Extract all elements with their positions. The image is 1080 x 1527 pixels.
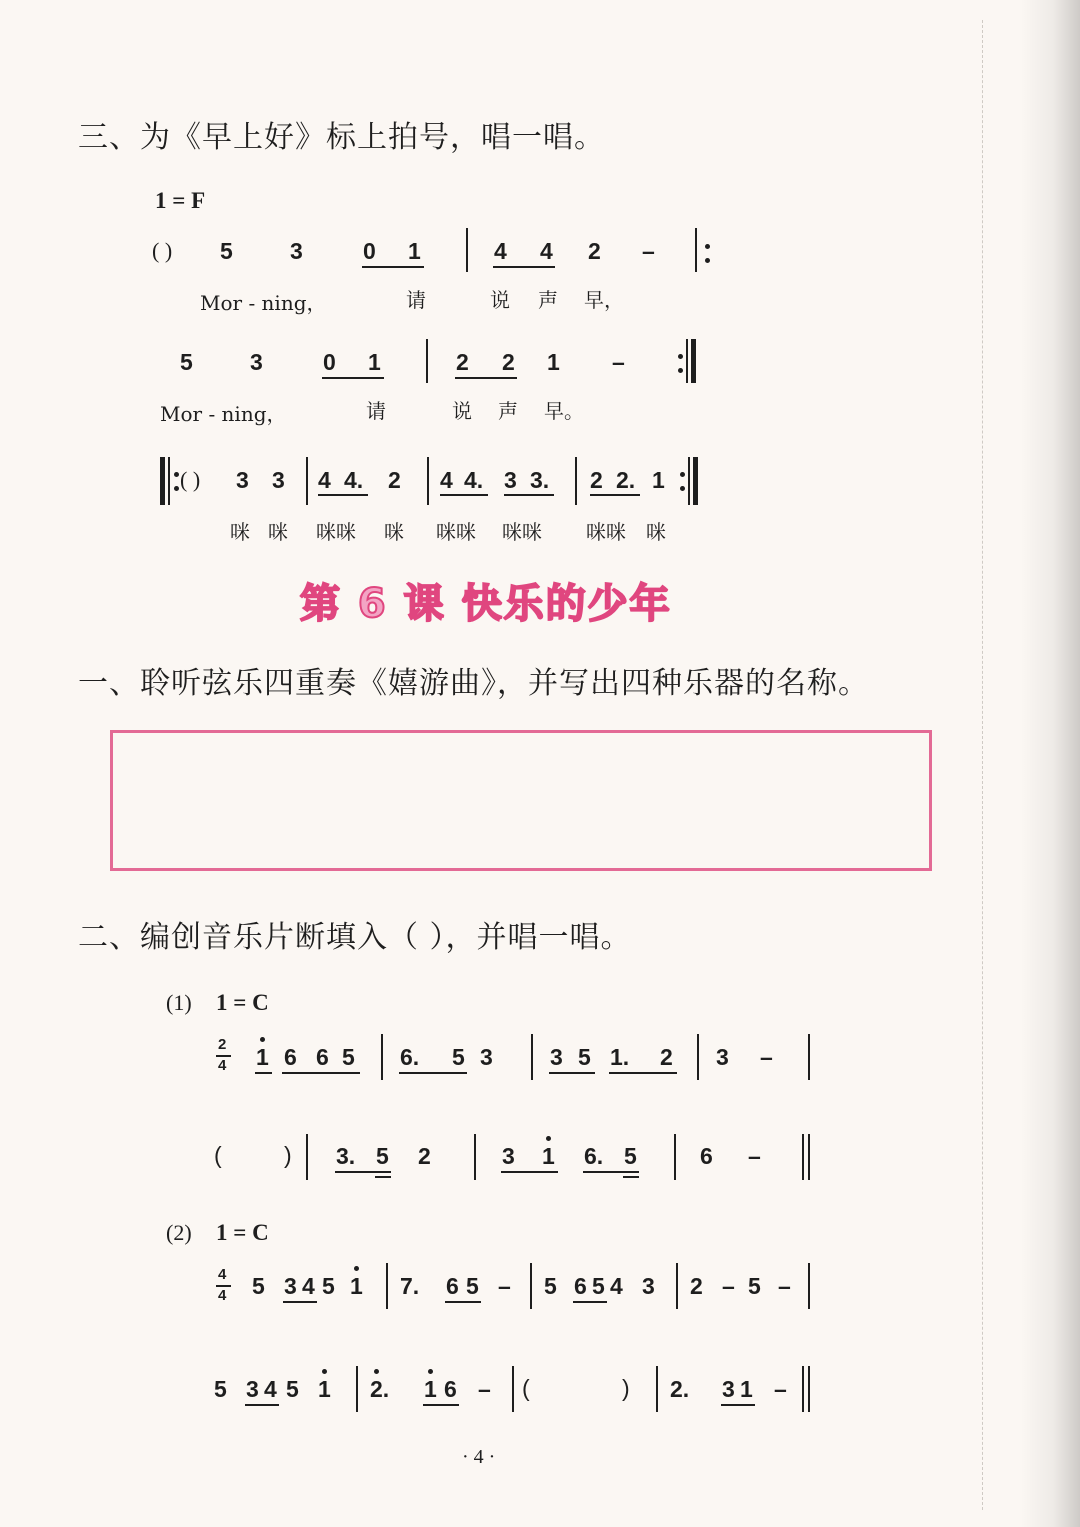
eighth-beam <box>362 266 424 268</box>
section3-heading: 三、为《早上好》标上拍号，唱一唱。 <box>78 120 605 155</box>
eighth-beam <box>423 1404 459 1406</box>
barline <box>808 1263 810 1309</box>
exercise-key: 1 = C <box>216 1220 269 1245</box>
note: 7. <box>400 1273 420 1299</box>
blank-open[interactable]: ( <box>522 1375 530 1401</box>
note: 2. <box>616 467 636 493</box>
lyric: 早。 <box>544 399 584 423</box>
time-signature-blank[interactable]: ( ) <box>152 238 173 263</box>
note: 1 <box>350 1273 363 1299</box>
note: 6 <box>446 1273 459 1299</box>
barline <box>695 228 697 272</box>
note: 1 <box>318 1376 331 1402</box>
sixteenth-beam <box>375 1176 391 1178</box>
dash: – <box>760 1044 773 1070</box>
barline <box>808 1034 810 1080</box>
note: 4 <box>302 1273 315 1299</box>
lyric: 咪 <box>268 520 288 544</box>
octave-dot <box>354 1266 359 1271</box>
note: 3 <box>502 1143 515 1169</box>
lyric: 说 <box>452 399 472 423</box>
note: 5 <box>252 1273 265 1299</box>
note: 3 <box>642 1273 655 1299</box>
note: 1 <box>652 467 665 493</box>
eighth-beam <box>399 1072 467 1074</box>
note: 6. <box>400 1044 420 1070</box>
barline <box>512 1366 514 1412</box>
note: 1 <box>408 238 421 264</box>
note: 2. <box>370 1376 390 1402</box>
barline <box>306 1134 308 1180</box>
eighth-beam <box>501 1171 558 1173</box>
page-number: · 4 · <box>462 1446 496 1468</box>
barline <box>426 339 428 383</box>
time-signature-blank[interactable]: ( ) <box>180 467 201 492</box>
start-repeat-thin <box>168 457 170 505</box>
note: 4. <box>344 467 364 493</box>
note: 3 <box>250 349 263 375</box>
note: 5 <box>322 1273 335 1299</box>
note: 3 <box>722 1376 735 1402</box>
octave-dot <box>374 1369 379 1374</box>
note: 5 <box>214 1376 227 1402</box>
note: 2 <box>388 467 401 493</box>
blank-close[interactable]: ) <box>622 1375 630 1401</box>
note: 5 <box>592 1273 605 1299</box>
note: 3 <box>284 1273 297 1299</box>
barline <box>381 1034 383 1080</box>
final-barline-thin <box>802 1366 804 1412</box>
end-repeat-thick <box>693 457 698 505</box>
dash: – <box>774 1376 787 1402</box>
dash: – <box>498 1273 511 1299</box>
note: 6. <box>584 1143 604 1169</box>
note: 2 <box>456 349 469 375</box>
eighth-beam <box>282 1072 360 1074</box>
dash: – <box>748 1143 761 1169</box>
barline <box>676 1263 678 1309</box>
lyric-english: Mor - ning， <box>160 402 287 426</box>
eighth-beam <box>445 1301 481 1303</box>
note: 2 <box>690 1273 703 1299</box>
barline <box>674 1134 676 1180</box>
octave-dot <box>322 1369 327 1374</box>
repeat-dot <box>174 486 179 491</box>
barline <box>530 1263 532 1309</box>
note: 4 <box>494 238 507 264</box>
barline <box>575 457 577 505</box>
section2-heading: 二、编创音乐片断填入（ ），并唱一唱。 <box>78 920 632 955</box>
dash: – <box>722 1273 735 1299</box>
note: 6 <box>574 1273 587 1299</box>
note: 5 <box>624 1143 637 1169</box>
note: 2 <box>588 238 601 264</box>
page-fold-line <box>982 20 983 1510</box>
note: 3 <box>246 1376 259 1402</box>
answer-box[interactable] <box>110 730 932 871</box>
note: 2. <box>670 1376 690 1402</box>
note: 1 <box>542 1143 555 1169</box>
repeat-dot <box>680 472 685 477</box>
dash: – <box>612 349 625 375</box>
eighth-beam <box>583 1171 639 1173</box>
final-barline-thin <box>808 1134 810 1180</box>
section3-key: 1 = F <box>155 188 206 213</box>
note: 0 <box>363 238 376 264</box>
eighth-beam <box>493 266 555 268</box>
blank-open: ( <box>214 1142 222 1168</box>
eighth-beam <box>255 1072 272 1074</box>
barline <box>356 1366 358 1412</box>
note: 3. <box>530 467 550 493</box>
note: 3 <box>504 467 517 493</box>
note: 1 <box>740 1376 753 1402</box>
repeat-dot <box>705 258 710 263</box>
note: 4 <box>540 238 553 264</box>
barline <box>427 457 429 505</box>
note: 3 <box>716 1044 729 1070</box>
eighth-beam <box>322 377 384 379</box>
lyric: 咪咪 <box>502 520 542 544</box>
page-edge-shadow <box>1020 0 1080 1527</box>
octave-dot <box>428 1369 433 1374</box>
note: 2 <box>502 349 515 375</box>
eighth-beam <box>283 1301 317 1303</box>
barline <box>697 1034 699 1080</box>
note: 2 <box>590 467 603 493</box>
lyric: 请 <box>406 288 426 312</box>
eighth-beam <box>504 494 554 496</box>
note: 6 <box>284 1044 297 1070</box>
final-barline-thin <box>686 339 688 383</box>
note: 5 <box>376 1143 389 1169</box>
time-sig-top: 4 <box>218 1266 227 1283</box>
lyric: 咪 <box>230 520 250 544</box>
barline <box>474 1134 476 1180</box>
barline <box>466 228 468 272</box>
note: 2 <box>660 1044 673 1070</box>
repeat-dot <box>678 368 683 373</box>
octave-dot <box>546 1136 551 1141</box>
note: 6 <box>444 1376 457 1402</box>
note: 4 <box>318 467 331 493</box>
exercise-label: (1) <box>166 990 192 1015</box>
time-sig-bottom: 4 <box>218 1287 227 1304</box>
sixteenth-beam <box>623 1176 639 1178</box>
lyric: 声 <box>498 399 518 423</box>
eighth-beam <box>335 1171 391 1173</box>
eighth-beam <box>318 494 368 496</box>
eighth-beam <box>440 494 488 496</box>
eighth-beam <box>573 1301 607 1303</box>
note: 3 <box>480 1044 493 1070</box>
lyric: 声 <box>538 288 558 312</box>
lyric: 请 <box>366 399 386 423</box>
barline <box>531 1034 533 1080</box>
note: 1 <box>424 1376 437 1402</box>
note: 5 <box>286 1376 299 1402</box>
note: 6 <box>700 1143 713 1169</box>
exercise-key: 1 = C <box>216 990 269 1015</box>
lyric-english: Mor - ning， <box>200 291 327 315</box>
dash: – <box>478 1376 491 1402</box>
eighth-beam <box>455 377 517 379</box>
note: 2 <box>418 1143 431 1169</box>
repeat-dot <box>680 486 685 491</box>
repeat-dot <box>678 354 683 359</box>
repeat-dot <box>174 472 179 477</box>
lyric: 说 <box>490 288 510 312</box>
lyric: 咪 <box>384 520 404 544</box>
note: 4 <box>264 1376 277 1402</box>
final-barline-thick <box>691 339 696 383</box>
note: 3 <box>290 238 303 264</box>
section1-heading: 一、聆听弦乐四重奏《嬉游曲》，并写出四种乐器的名称。 <box>78 666 869 701</box>
time-sig-bottom: 4 <box>218 1057 227 1074</box>
note: 3 <box>236 467 249 493</box>
eighth-beam <box>590 494 640 496</box>
note: 1 <box>547 349 560 375</box>
start-repeat-thick <box>160 457 165 505</box>
barline <box>656 1366 658 1412</box>
note: 5 <box>466 1273 479 1299</box>
end-repeat-thin <box>688 457 690 505</box>
note: 5 <box>452 1044 465 1070</box>
note: 6 <box>316 1044 329 1070</box>
note: 1. <box>610 1044 630 1070</box>
note: 0 <box>323 349 336 375</box>
note: 4 <box>440 467 453 493</box>
blank-close: ) <box>284 1142 292 1168</box>
eighth-beam <box>721 1404 755 1406</box>
eighth-beam <box>609 1072 677 1074</box>
note: 4. <box>464 467 484 493</box>
eighth-beam <box>245 1404 279 1406</box>
note: 3. <box>336 1143 356 1169</box>
exercise-label: (2) <box>166 1220 192 1245</box>
repeat-dot <box>705 244 710 249</box>
note: 1 <box>368 349 381 375</box>
note: 3 <box>272 467 285 493</box>
lesson-title: 第 6 课 快乐的少年 <box>300 581 672 627</box>
note: 5 <box>748 1273 761 1299</box>
dash: – <box>778 1273 791 1299</box>
note: 5 <box>220 238 233 264</box>
lyric: 咪咪 <box>586 520 626 544</box>
eighth-beam <box>549 1072 595 1074</box>
final-barline-thin <box>802 1134 804 1180</box>
lyric: 咪 <box>646 520 666 544</box>
note: 5 <box>544 1273 557 1299</box>
barline <box>306 457 308 505</box>
lyric: 咪咪 <box>436 520 476 544</box>
note: 5 <box>342 1044 355 1070</box>
barline <box>386 1263 388 1309</box>
note: 5 <box>180 349 193 375</box>
note: 5 <box>578 1044 591 1070</box>
time-sig-top: 2 <box>218 1036 227 1053</box>
note: 4 <box>610 1273 623 1299</box>
final-barline-thin <box>808 1366 810 1412</box>
note: 3 <box>550 1044 563 1070</box>
note: 1 <box>256 1044 269 1070</box>
lyric: 咪咪 <box>316 520 356 544</box>
dash: – <box>642 238 655 264</box>
octave-dot <box>260 1037 265 1042</box>
lyric: 早， <box>584 288 624 312</box>
